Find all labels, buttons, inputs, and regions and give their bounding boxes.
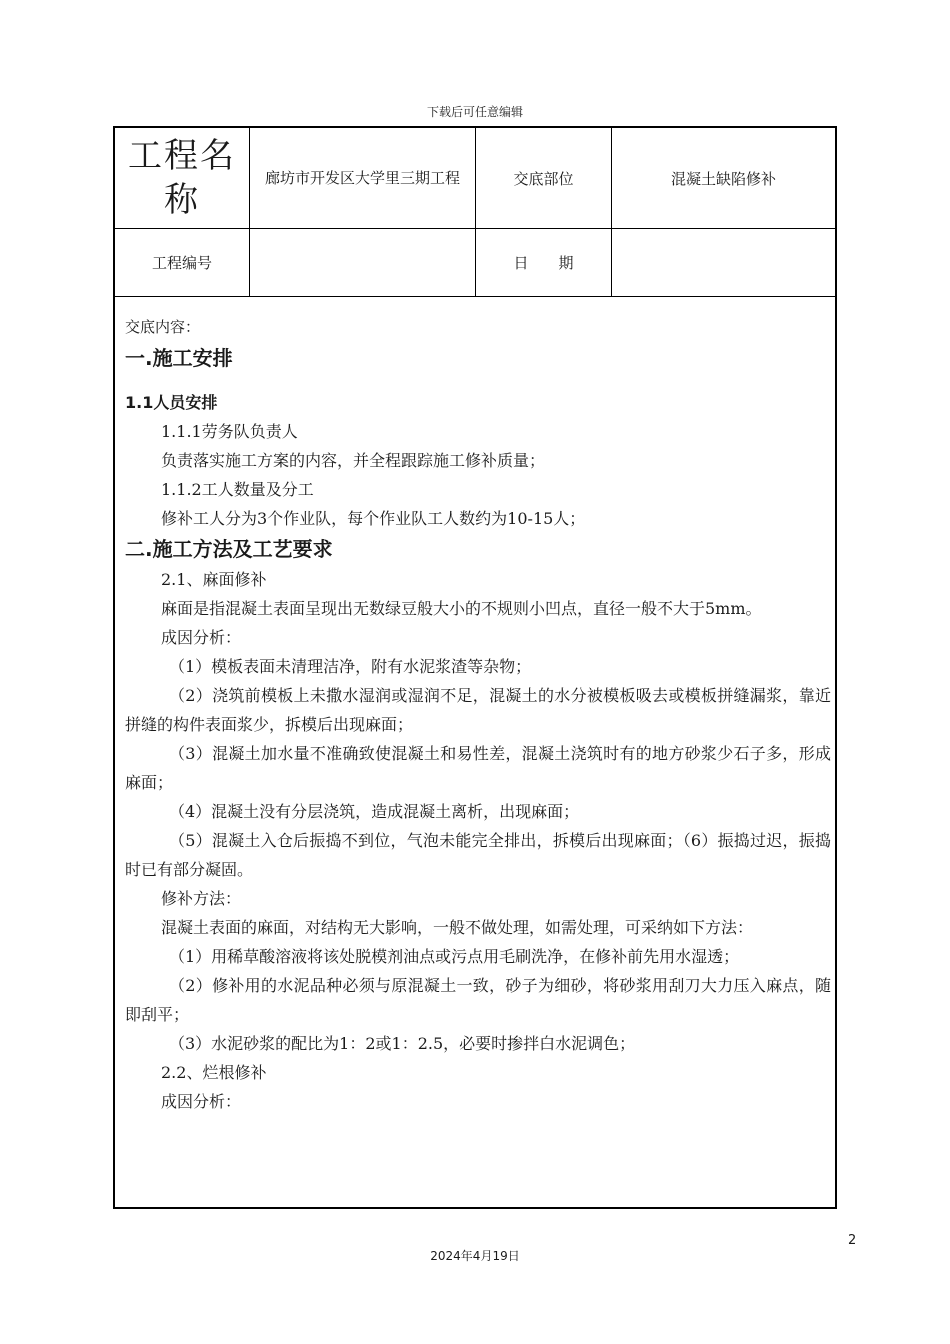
paragraph: 麻面是指混凝土表面呈现出无数绿豆般大小的不规则小凹点，直径一般不大于5mm。 bbox=[161, 599, 762, 618]
paragraph: 2.2、烂根修补 bbox=[161, 1063, 267, 1082]
paragraph: （1）模板表面未清理洁净，附有水泥浆渣等杂物； bbox=[169, 657, 532, 676]
paragraph: 2.1、麻面修补 bbox=[161, 570, 267, 589]
project-name-value: 廊坊市开发区大学里三期工程 bbox=[264, 169, 460, 187]
subsection-heading: 1.1人员安排 bbox=[125, 393, 218, 412]
handover-part-value: 混凝土缺陷修补 bbox=[670, 169, 776, 188]
paragraph: 修补工人分为3个作业队，每个作业队工人数约为10-15人； bbox=[161, 509, 586, 528]
date-label: 日 期 bbox=[513, 254, 574, 272]
paragraph: 成因分析： bbox=[161, 628, 242, 647]
paragraph: （3）混凝土加水量不准确致使混凝土和易性差，混凝土浇筑时有的地方砂浆少石子多，形成麻面； bbox=[125, 744, 831, 792]
header-note: 下载后可任意编辑 bbox=[426, 105, 523, 119]
project-no-label: 工程编号 bbox=[151, 254, 212, 272]
spacer bbox=[125, 374, 831, 388]
handover-part-label: 交底部位 bbox=[513, 169, 574, 188]
paragraph: （1）用稀草酸溶液将该处脱模剂油点或污点用毛刷洗净，在修补前先用水湿透； bbox=[169, 947, 740, 966]
content-intro: 交底内容： bbox=[125, 318, 201, 336]
paragraph: 负责落实施工方案的内容，并全程跟踪施工修补质量； bbox=[161, 451, 546, 470]
paragraph: （5）混凝土入仓后振捣不到位，气泡未能完全排出，拆模后出现麻面；（6）振捣过迟，振捣时已有部分凝固。 bbox=[125, 831, 831, 879]
page-number: 2 bbox=[848, 1233, 857, 1248]
paragraph: 混凝土表面的麻面，对结构无大影响，一般不做处理，如需处理，可采纳如下方法： bbox=[161, 918, 754, 937]
paragraph: 成因分析： bbox=[161, 1092, 242, 1111]
paragraph: 1.1.2工人数量及分工 bbox=[161, 480, 314, 499]
footer-date: 2024年4月19日 bbox=[430, 1249, 520, 1263]
table-divider bbox=[115, 296, 835, 297]
project-name-label: 工程名称 bbox=[128, 136, 236, 220]
section-heading: 一.施工安排 bbox=[125, 346, 233, 370]
paragraph: （2）修补用的水泥品种必须与原混凝土一致，砂子为细砂，将砂浆用刮刀大力压入麻点，随即刮平； bbox=[125, 976, 831, 1024]
section-heading: 二.施工方法及工艺要求 bbox=[125, 537, 333, 561]
paragraph: 1.1.1劳务队负责人 bbox=[161, 422, 298, 441]
handover-content bbox=[125, 313, 831, 1116]
date-value bbox=[612, 229, 835, 296]
project-no-value bbox=[250, 229, 475, 296]
paragraph: （4）混凝土没有分层浇筑，造成混凝土离析，出现麻面； bbox=[169, 802, 580, 821]
paragraph: （2）浇筑前模板上未撒水湿润或湿润不足，混凝土的水分被模板吸去或模板拼缝漏浆，靠近拼缝的构件表面浆少，拆模后出现麻面； bbox=[125, 686, 831, 734]
paragraph: 修补方法： bbox=[161, 889, 242, 908]
paragraph: （3）水泥砂浆的配比为1：2或1：2.5，必要时掺拌白水泥调色； bbox=[169, 1034, 636, 1053]
handover-table bbox=[113, 126, 837, 1209]
